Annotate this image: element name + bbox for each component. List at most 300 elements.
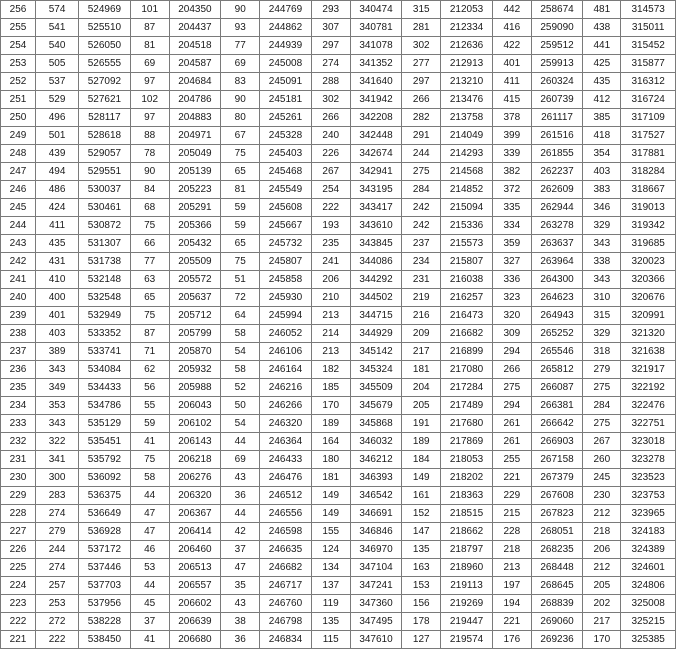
table-cell: 324389 [621,541,676,559]
table-cell: 262609 [531,181,582,199]
table-cell: 262944 [531,199,582,217]
table-cell: 218960 [441,559,492,577]
table-cell: 65 [221,163,260,181]
table-cell: 218363 [441,487,492,505]
table-cell: 345142 [350,343,401,361]
table-cell: 268839 [531,595,582,613]
table-cell: 268645 [531,577,582,595]
table-cell: 246433 [260,451,311,469]
table-cell: 87 [130,19,169,37]
table-cell: 320023 [621,253,676,271]
table-cell: 204971 [169,127,220,145]
table-row [1,91,676,109]
table-cell: 538450 [79,631,130,649]
table-cell: 245732 [260,235,311,253]
table-cell: 383 [583,181,621,199]
table-cell: 215573 [441,235,492,253]
table-cell: 43 [221,595,260,613]
table-cell: 205 [402,397,441,415]
table-row [1,379,676,397]
table-cell: 41 [130,631,169,649]
table-cell: 279 [583,361,621,379]
table-cell: 340474 [350,1,401,19]
table-cell: 343 [583,271,621,289]
table-cell: 319342 [621,217,676,235]
score-cell: 226 [1,541,36,559]
table-cell: 246164 [260,361,311,379]
table-cell: 193 [311,217,350,235]
table-cell: 217 [402,343,441,361]
table-cell: 354 [583,145,621,163]
table-cell: 403 [35,325,78,343]
table-cell: 93 [221,19,260,37]
table-cell: 245181 [260,91,311,109]
table-row [1,487,676,505]
table-cell: 535792 [79,451,130,469]
table-cell: 90 [221,1,260,19]
table-cell: 189 [402,433,441,451]
table-cell: 344715 [350,307,401,325]
table-cell: 254 [311,181,350,199]
table-cell: 293 [311,1,350,19]
table-cell: 401 [35,307,78,325]
table-row [1,559,676,577]
score-cell: 250 [1,109,36,127]
table-cell: 344929 [350,325,401,343]
table-cell: 246320 [260,415,311,433]
table-cell: 77 [221,37,260,55]
table-cell: 324806 [621,577,676,595]
table-cell: 81 [130,37,169,55]
table-cell: 439 [35,145,78,163]
table-cell: 323753 [621,487,676,505]
table-cell: 212913 [441,55,492,73]
table-cell: 124 [311,541,350,559]
table-cell: 206367 [169,505,220,523]
table-cell: 235 [311,235,350,253]
table-cell: 75 [130,307,169,325]
table-cell: 300 [35,469,78,487]
table-cell: 401 [492,55,531,73]
table-cell: 205932 [169,361,220,379]
table-cell: 219269 [441,595,492,613]
table-cell: 274 [35,505,78,523]
table-cell: 137 [311,577,350,595]
table-cell: 206639 [169,613,220,631]
table-cell: 206460 [169,541,220,559]
score-cell: 238 [1,325,36,343]
table-cell: 325008 [621,595,676,613]
table-cell: 536649 [79,505,130,523]
table-cell: 343845 [350,235,401,253]
table-row [1,631,676,649]
table-cell: 63 [130,271,169,289]
table-cell: 135 [311,613,350,631]
table-cell: 170 [311,397,350,415]
table-row [1,145,676,163]
table-cell: 534433 [79,379,130,397]
table-cell: 205637 [169,289,220,307]
table-cell: 535129 [79,415,130,433]
table-cell: 197 [492,577,531,595]
table-cell: 260 [583,451,621,469]
table-cell: 206414 [169,523,220,541]
table-cell: 222 [35,631,78,649]
table-cell: 259090 [531,19,582,37]
table-cell: 422 [492,37,531,55]
table-cell: 246834 [260,631,311,649]
table-cell: 533741 [79,343,130,361]
table-cell: 526050 [79,37,130,55]
table-row [1,433,676,451]
table-cell: 71 [130,343,169,361]
table-cell: 345868 [350,415,401,433]
table-cell: 245930 [260,289,311,307]
table-cell: 536092 [79,469,130,487]
table-cell: 246364 [260,433,311,451]
table-cell: 205432 [169,235,220,253]
score-cell: 245 [1,199,36,217]
table-cell: 529 [35,91,78,109]
table-cell: 206218 [169,451,220,469]
score-cell: 225 [1,559,36,577]
table-cell: 318284 [621,163,676,181]
table-cell: 341078 [350,37,401,55]
table-cell: 231 [402,271,441,289]
table-cell: 537446 [79,559,130,577]
table-cell: 399 [492,127,531,145]
table-cell: 206 [311,271,350,289]
table-cell: 400 [35,289,78,307]
table-cell: 205366 [169,217,220,235]
table-cell: 325385 [621,631,676,649]
table-cell: 206602 [169,595,220,613]
table-row [1,451,676,469]
table-cell: 50 [221,397,260,415]
table-cell: 534786 [79,397,130,415]
table-cell: 234 [402,253,441,271]
table-cell: 58 [221,325,260,343]
table-cell: 259913 [531,55,582,73]
table-cell: 274 [311,55,350,73]
table-cell: 291 [402,127,441,145]
table-cell: 323018 [621,433,676,451]
table-cell: 481 [583,1,621,19]
table-cell: 317881 [621,145,676,163]
table-cell: 537703 [79,577,130,595]
table-cell: 214293 [441,145,492,163]
table-cell: 531307 [79,235,130,253]
table-cell: 246598 [260,523,311,541]
table-cell: 528117 [79,109,130,127]
table-cell: 69 [130,55,169,73]
table-cell: 205 [583,577,621,595]
table-cell: 486 [35,181,78,199]
table-cell: 347610 [350,631,401,649]
table-cell: 241 [311,253,350,271]
table-cell: 307 [311,19,350,37]
table-row [1,217,676,235]
score-cell: 224 [1,577,36,595]
table-row [1,505,676,523]
table-cell: 77 [130,253,169,271]
table-cell: 87 [130,325,169,343]
table-cell: 217869 [441,433,492,451]
table-cell: 58 [221,361,260,379]
table-cell: 66 [130,235,169,253]
table-cell: 494 [35,163,78,181]
table-cell: 97 [130,109,169,127]
table-cell: 245008 [260,55,311,73]
table-cell: 329 [583,217,621,235]
table-cell: 205509 [169,253,220,271]
table-cell: 268051 [531,523,582,541]
table-cell: 258674 [531,1,582,19]
table-cell: 267379 [531,469,582,487]
table-cell: 263637 [531,235,582,253]
table-cell: 535451 [79,433,130,451]
table-cell: 261855 [531,145,582,163]
table-cell: 315 [583,307,621,325]
table-cell: 244862 [260,19,311,37]
table-cell: 47 [130,523,169,541]
table-cell: 322192 [621,379,676,397]
table-cell: 284 [402,181,441,199]
table-cell: 245468 [260,163,311,181]
table-cell: 343 [35,361,78,379]
table-cell: 181 [311,469,350,487]
table-cell: 47 [130,505,169,523]
table-cell: 161 [402,487,441,505]
table-cell: 37 [130,613,169,631]
table-cell: 424 [35,199,78,217]
table-cell: 244 [35,541,78,559]
table-row [1,415,676,433]
table-cell: 282 [402,109,441,127]
table-cell: 54 [221,343,260,361]
table-cell: 83 [221,73,260,91]
table-cell: 221 [492,613,531,631]
table-cell: 266 [492,361,531,379]
table-cell: 341640 [350,73,401,91]
table-cell: 317109 [621,109,676,127]
table-cell: 346691 [350,505,401,523]
table-cell: 323278 [621,451,676,469]
table-cell: 342674 [350,145,401,163]
table-cell: 170 [583,631,621,649]
table-cell: 90 [130,163,169,181]
table-cell: 215807 [441,253,492,271]
table-row [1,199,676,217]
table-cell: 263964 [531,253,582,271]
table-cell: 320 [492,307,531,325]
table-cell: 180 [311,451,350,469]
table-cell: 277 [402,55,441,73]
table-cell: 245608 [260,199,311,217]
score-cell: 230 [1,469,36,487]
table-cell: 528618 [79,127,130,145]
table-cell: 410 [35,271,78,289]
table-cell: 37 [221,541,260,559]
table-cell: 266642 [531,415,582,433]
table-cell: 347495 [350,613,401,631]
table-cell: 164 [311,433,350,451]
table-cell: 412 [583,91,621,109]
score-cell: 246 [1,181,36,199]
table-cell: 527621 [79,91,130,109]
table-cell: 221 [492,469,531,487]
table-cell: 530037 [79,181,130,199]
score-cell: 256 [1,1,36,19]
table-cell: 156 [402,595,441,613]
table-cell: 260324 [531,73,582,91]
table-cell: 346212 [350,451,401,469]
score-cell: 236 [1,361,36,379]
table-cell: 346846 [350,523,401,541]
table-cell: 204 [402,379,441,397]
table-cell: 218515 [441,505,492,523]
table-cell: 44 [221,433,260,451]
table-cell: 345679 [350,397,401,415]
table-row [1,289,676,307]
table-cell: 69 [221,55,260,73]
table-cell: 317527 [621,127,676,145]
table-cell: 206276 [169,469,220,487]
table-cell: 218662 [441,523,492,541]
table-cell: 185 [311,379,350,397]
table-cell: 266087 [531,379,582,397]
table-cell: 213 [492,559,531,577]
table-cell: 501 [35,127,78,145]
table-cell: 526555 [79,55,130,73]
table-cell: 345324 [350,361,401,379]
table-cell: 219447 [441,613,492,631]
table-cell: 149 [402,469,441,487]
table-cell: 262237 [531,163,582,181]
table-cell: 182 [311,361,350,379]
table-cell: 59 [130,415,169,433]
table-cell: 302 [402,37,441,55]
table-cell: 216682 [441,325,492,343]
table-row [1,19,676,37]
table-cell: 267 [311,163,350,181]
table-cell: 54 [221,415,260,433]
score-cell: 251 [1,91,36,109]
table-cell: 310 [583,289,621,307]
table-cell: 323523 [621,469,676,487]
table-cell: 349 [35,379,78,397]
table-cell: 191 [402,415,441,433]
table-row [1,1,676,19]
table-cell: 259512 [531,37,582,55]
table-cell: 242 [402,199,441,217]
table-cell: 267608 [531,487,582,505]
table-cell: 41 [130,433,169,451]
table-cell: 442 [492,1,531,19]
table-cell: 80 [221,109,260,127]
table-cell: 135 [402,541,441,559]
table-cell: 343 [583,235,621,253]
table-cell: 155 [311,523,350,541]
table-cell: 431 [35,253,78,271]
table-cell: 44 [221,505,260,523]
table-cell: 194 [492,595,531,613]
table-cell: 346970 [350,541,401,559]
table-cell: 321320 [621,325,676,343]
table-cell: 532949 [79,307,130,325]
table-cell: 329 [583,325,621,343]
table-cell: 206320 [169,487,220,505]
table-cell: 215094 [441,199,492,217]
table-cell: 205799 [169,325,220,343]
table-cell: 217 [583,613,621,631]
table-cell: 218 [492,541,531,559]
table-cell: 322476 [621,397,676,415]
table-cell: 219574 [441,631,492,649]
table-cell: 219 [402,289,441,307]
table-cell: 245549 [260,181,311,199]
table-cell: 266903 [531,433,582,451]
table-cell: 325215 [621,613,676,631]
table-cell: 265546 [531,343,582,361]
table-cell: 149 [311,505,350,523]
table-cell: 209 [402,325,441,343]
table-cell: 205988 [169,379,220,397]
table-cell: 343417 [350,199,401,217]
table-cell: 38 [221,613,260,631]
table-cell: 294 [492,397,531,415]
table-row [1,577,676,595]
table-cell: 389 [35,343,78,361]
table-cell: 217489 [441,397,492,415]
table-cell: 245328 [260,127,311,145]
table-cell: 115 [311,631,350,649]
table-cell: 425 [583,55,621,73]
score-cell: 255 [1,19,36,37]
table-cell: 202 [583,595,621,613]
table-cell: 245858 [260,271,311,289]
table-cell: 214852 [441,181,492,199]
score-cell: 233 [1,415,36,433]
table-cell: 537 [35,73,78,91]
table-cell: 119 [311,595,350,613]
table-cell: 218 [583,523,621,541]
table-cell: 42 [221,523,260,541]
table-cell: 214049 [441,127,492,145]
table-cell: 44 [130,577,169,595]
table-cell: 327 [492,253,531,271]
table-cell: 134 [311,559,350,577]
table-cell: 321917 [621,361,676,379]
table-cell: 441 [583,37,621,55]
table-row [1,613,676,631]
table-cell: 56 [130,379,169,397]
table-row [1,595,676,613]
table-cell: 246052 [260,325,311,343]
table-row [1,181,676,199]
table-cell: 245261 [260,109,311,127]
score-cell: 231 [1,451,36,469]
table-cell: 344086 [350,253,401,271]
table-cell: 204684 [169,73,220,91]
table-cell: 205572 [169,271,220,289]
table-cell: 320676 [621,289,676,307]
table-cell: 68 [130,199,169,217]
table-cell: 257 [35,577,78,595]
table-cell: 246556 [260,505,311,523]
score-cell: 239 [1,307,36,325]
table-row [1,397,676,415]
